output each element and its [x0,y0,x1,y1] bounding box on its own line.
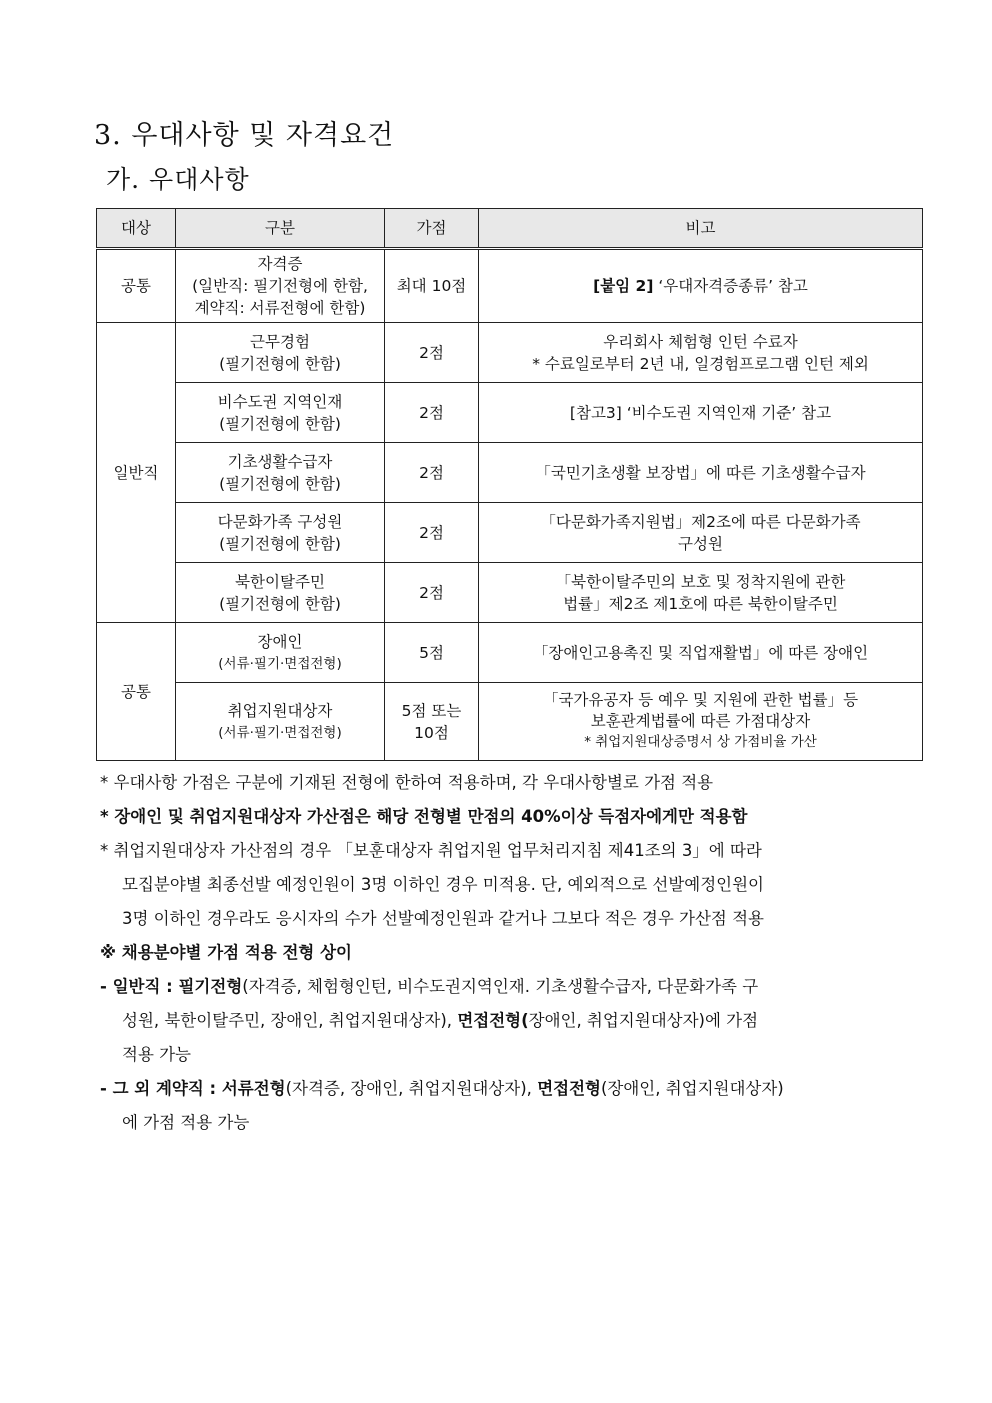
row-points: 2점 [385,323,479,383]
note-6-lead: - 그 외 계약직 : 서류전형 [100,1079,286,1098]
points-line: 10점 [414,723,449,742]
note-2: * 장애인 및 취업지원대상자 가산점은 해당 전형별 만점의 40%이상 득점자에게만 적용함 [100,807,748,826]
table-row [97,383,923,443]
note-6-text: (자격증, 장애인, 취업지원대상자), [285,1079,538,1098]
row-category [176,323,385,383]
table-row [97,443,923,503]
note-line: 「다문화가족지원법」제2조에 따른 다문화가족 [540,512,861,531]
note-line: 「북한이탈주민의 보호 및 정착지원에 관한 [555,572,846,591]
note-line: [참고3] ‘비수도권 지역인재 기준’ 참고 [569,403,832,422]
row-note [479,249,923,323]
points-line: 5점 또는 [401,701,462,720]
note-1: * 우대사항 가점은 구분에 기재된 전형에 한하여 적용하며, 각 우대사항별로 가점 적용 [100,773,714,792]
note-line: 「국민기초생활 보장법」에 따른 기초생활수급자 [535,463,866,482]
note-6-line-2: 에 가점 적용 가능 [122,1113,250,1132]
category-line: (필기전형에 한함) [219,414,341,433]
category-line: 계약직: 서류전형에 한함) [194,299,366,317]
table-row [97,563,923,623]
row-note [479,623,923,683]
table-header-row [97,209,923,249]
note-5-text: 성원, 북한이탈주민, 장애인, 취업지원대상자), [122,1011,458,1030]
row-points: 2점 [385,503,479,563]
row-category [176,623,385,683]
row-note [479,503,923,563]
note-line: 「장애인고용촉진 및 직업재활법」에 따른 장애인 [532,643,869,662]
category-line: 자격증 [257,255,303,273]
table-row [97,683,923,761]
notes-section [100,766,924,1140]
table-row [97,249,923,323]
row-note [479,383,923,443]
note-3-line-1: * 취업지원대상자 가산점의 경우 「보훈대상자 취업지원 업무처리지침 제41조의 3」에 따라 [100,841,762,860]
note-6-text: (장애인, 취업지원대상자) [600,1079,784,1098]
category-line: (서류·필기·면접전형) [218,655,342,672]
table-row [97,503,923,563]
row-points: 2점 [385,443,479,503]
category-line: (서류·필기·면접전형) [218,724,342,741]
note-5-lead: - 일반직 : 필기전형 [100,977,243,996]
note-line: 「국가유공자 등 예우 및 지원에 관한 법률」등 [542,691,859,709]
row-points [385,683,479,761]
header-points: 가점 [385,209,479,249]
table-row [97,623,923,683]
row-note [479,563,923,623]
category-line: (필기전형에 한함) [219,354,341,373]
subsection-heading: 가. 우대사항 [106,165,250,194]
category-line: 다문화가족 구성원 [217,512,343,531]
row-points: 2점 [385,383,479,443]
row-note [479,683,923,761]
note-3-line-2: 모집분야별 최종선발 예정인원이 3명 이하인 경우 미적용. 단, 예외적으로 선발예정인원이 [122,875,764,894]
table-row [97,323,923,383]
note-4: ※ 채용분야별 가점 적용 전형 상이 [100,943,352,962]
row-category [176,443,385,503]
row-target: 일반직 [97,323,176,623]
note-6-line-1 [100,1072,924,1106]
header-target: 대상 [97,209,176,249]
note-line: 보훈관계법률에 따른 가점대상자 [590,712,811,730]
section-heading: 3. 우대사항 및 자격요건 [94,120,395,151]
note-5-line-3: 적용 가능 [122,1045,192,1064]
note-ref: [붙임 2] [593,277,654,295]
row-note [479,443,923,503]
note-5-text: (자격증, 체험형인턴, 비수도권지역인재. 기초생활수급자, 다문화가족 구 [242,977,759,996]
header-category: 구분 [176,209,385,249]
category-line: 장애인 [257,632,303,651]
category-line: (필기전형에 한함) [219,474,341,493]
note-line: 구성원 [678,534,723,553]
category-line: 취업지원대상자 [227,701,333,720]
category-line: (필기전형에 한함) [219,534,341,553]
row-category [176,503,385,563]
category-line: 비수도권 지역인재 [217,392,343,411]
row-target: 공통 [97,249,176,323]
row-category [176,683,385,761]
header-note: 비고 [479,209,923,249]
note-line: * 수료일로부터 2년 내, 일경험프로그램 인턴 제외 [532,354,869,373]
row-category [176,249,385,323]
note-5-bold: 면접전형( [457,1011,529,1030]
category-line: (필기전형에 한함) [219,594,341,613]
note-6-bold: 면접전형 [537,1079,601,1098]
row-points: 최대 10점 [385,249,479,323]
category-line: 근무경험 [250,332,310,351]
note-line: * 취업지원대상증명서 상 가점비율 가산 [584,734,817,750]
preference-table [96,208,923,761]
row-points: 5점 [385,623,479,683]
note-5-line-2 [100,1004,924,1038]
row-category [176,563,385,623]
category-line: (일반직: 필기전형에 한함, [192,277,368,295]
note-line: 우리회사 체험형 인턴 수료자 [603,332,798,351]
category-line: 기초생활수급자 [227,452,333,471]
row-note [479,323,923,383]
note-text: ‘우대자격증종류’ 참고 [653,277,808,295]
row-target: 공통 [97,623,176,761]
note-5-line-1 [100,970,924,1004]
note-5-text: 장애인, 취업지원대상자)에 가점 [528,1011,759,1030]
category-line: 북한이탈주민 [235,572,325,591]
row-points: 2점 [385,563,479,623]
note-line: 법률」제2조 제1호에 따른 북한이탈주민 [563,594,838,613]
row-category [176,383,385,443]
note-3-line-3: 3명 이하인 경우라도 응시자의 수가 선발예정인원과 같거나 그보다 적은 경우 가산점 적용 [122,909,764,928]
